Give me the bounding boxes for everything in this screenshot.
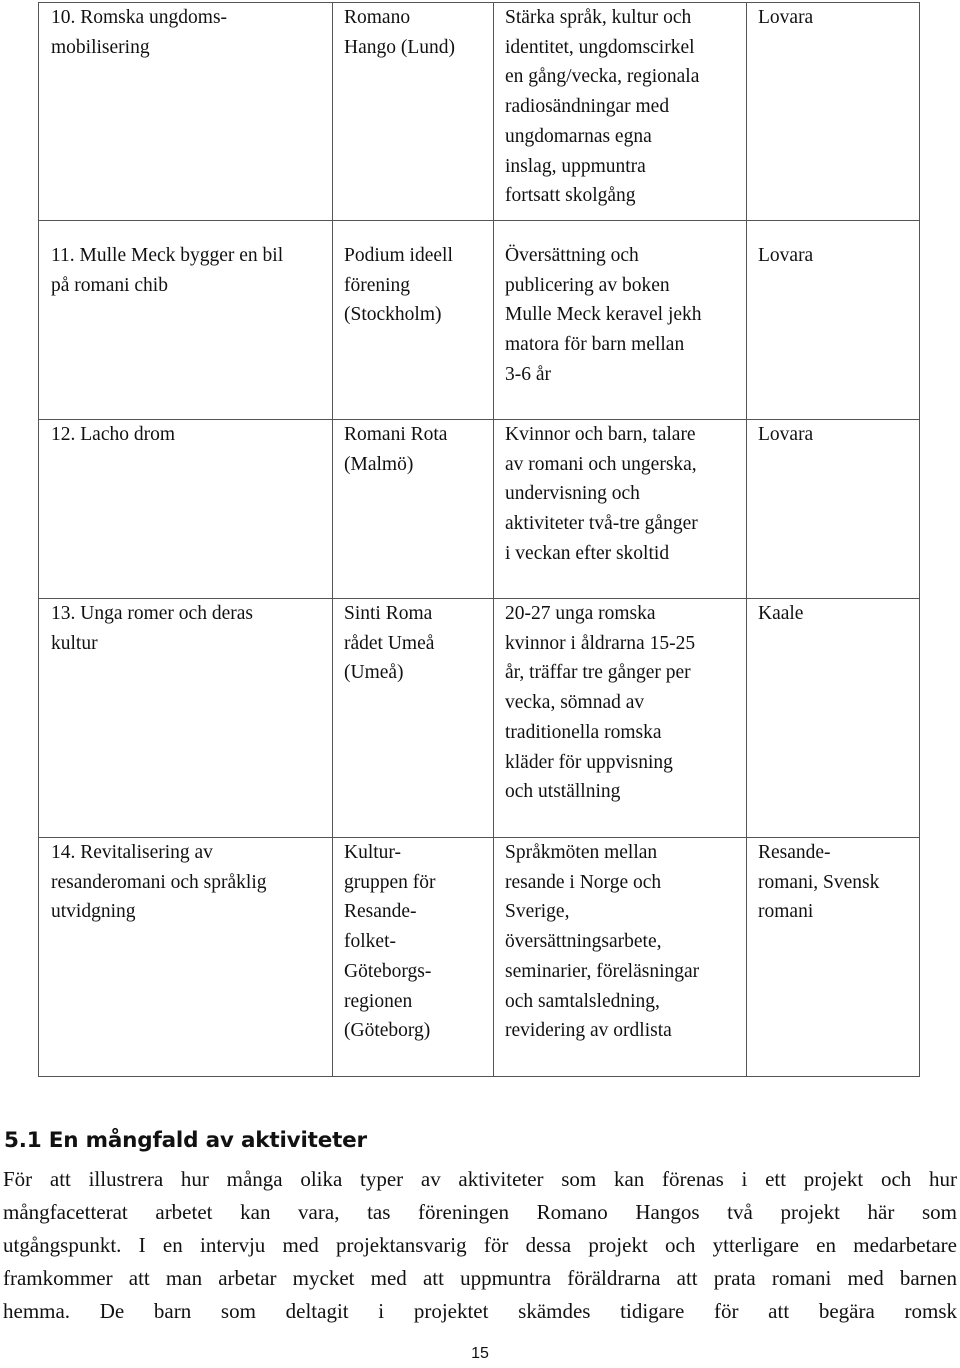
paragraph-line: utgångspunkt. I en intervju med projektansvarig för dessa projekt och ytterligare en medarbetare <box>3 1233 957 1258</box>
organizer-cell: Sinti Roma rådet Umeå (Umeå) <box>344 603 435 684</box>
project-name-cell: 10. Romska ungdoms- mobilisering <box>51 7 228 58</box>
description-cell: 20-27 unga romska kvinnor i åldrarna 15-25 år, träffar tre gånger per vecka, sömnad av traditionella romska kläder för uppvisning och utställning <box>505 603 696 803</box>
project-name-cell: 14. Revitalisering av resanderomani och språklig utvidgning <box>51 842 267 923</box>
row-divider <box>39 220 919 221</box>
project-name-cell: 11. Mulle Meck bygger en bil på romani chib <box>51 245 284 296</box>
description-cell: Översättning och publicering av boken Mulle Meck keravel jekh matora för barn mellan 3-6 år <box>505 245 702 385</box>
body-paragraph <box>3 1163 957 1328</box>
column-divider <box>332 3 333 1076</box>
paragraph-line: mångfacetterat arbetet kan vara, tas föreningen Romano Hangos två projekt här som <box>3 1200 957 1225</box>
section-heading: 5.1 En mångfald av aktiviteter <box>4 1128 367 1153</box>
description-cell: Kvinnor och barn, talare av romani och ungerska, undervisning och aktiviteter två-tre gånger i veckan efter skoltid <box>505 424 698 564</box>
page-number: 15 <box>471 1345 489 1362</box>
project-name-cell: 13. Unga romer och deras kultur <box>51 603 253 654</box>
project-name-cell: 12. Lacho drom <box>51 424 176 445</box>
paragraph-line: hemma. De barn som deltagit i projektet skämdes tidigare för att begära romsk <box>3 1299 957 1324</box>
organizer-cell: Kultur- gruppen för Resande- folket- Göteborgs- regionen (Göteborg) <box>344 842 436 1042</box>
language-cell: Kaale <box>758 603 804 624</box>
description-cell: Språkmöten mellan resande i Norge och Sverige, översättningsarbete, seminarier, föreläsningar och samtalsledning, revidering av ordlista <box>505 842 700 1042</box>
projects-table <box>38 2 920 1077</box>
organizer-cell: Romani Rota (Malmö) <box>344 424 448 475</box>
language-cell: Lovara <box>758 7 814 28</box>
language-cell: Lovara <box>758 245 814 266</box>
organizer-cell: Podium ideell förening (Stockholm) <box>344 245 453 326</box>
paragraph-line: För att illustrera hur många olika typer av aktiviteter som kan förenas i ett projekt och hur <box>3 1167 957 1191</box>
paragraph-line: framkommer att man arbetar mycket med att uppmuntra föräldrarna att prata romani med barnen <box>3 1266 957 1291</box>
column-divider <box>746 3 747 1076</box>
organizer-cell: Romano Hango (Lund) <box>344 7 456 58</box>
description-cell: Stärka språk, kultur och identitet, ungdomscirkel en gång/vecka, regionala radiosändningar med ungdomarnas egna inslag, uppmuntra fortsatt skolgång <box>505 7 700 207</box>
column-divider <box>493 3 494 1076</box>
language-cell: Lovara <box>758 424 814 445</box>
language-cell: Resande- romani, Svensk romani <box>758 842 880 923</box>
